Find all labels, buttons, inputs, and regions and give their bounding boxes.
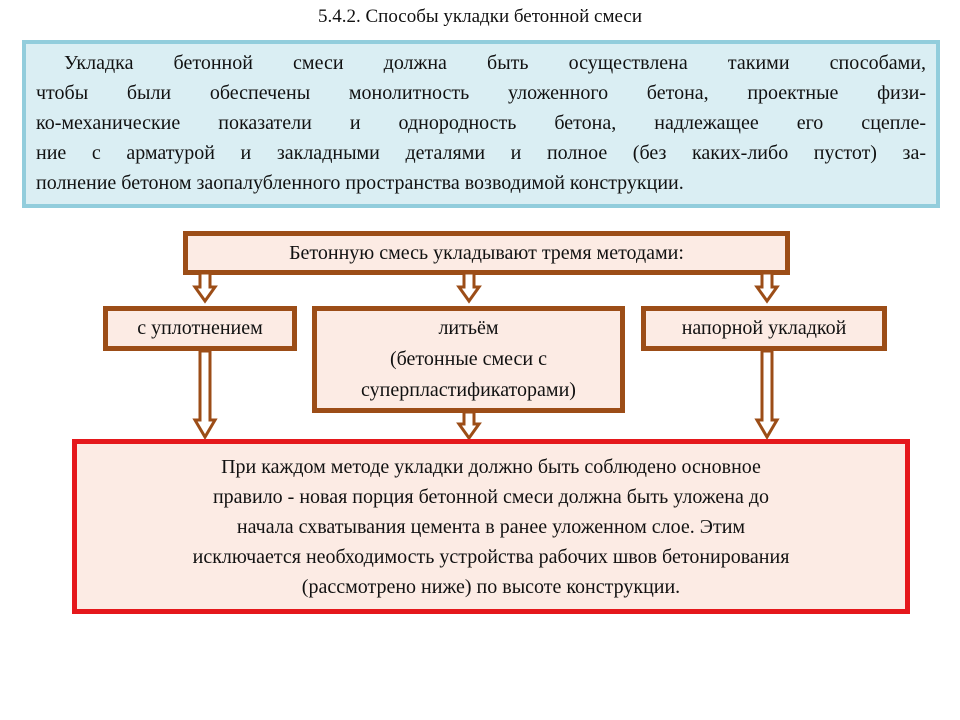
down-arrow-icon — [193, 272, 217, 304]
down-arrow-icon — [457, 411, 481, 441]
down-arrow-icon — [755, 272, 779, 304]
rule-line: (рассмотрено ниже) по высоте конструкции. — [301, 576, 681, 598]
long-down-arrow-icon — [755, 350, 779, 440]
intro-line: полнение бетоном заопалубленного пространства возводимой конструкции. — [36, 172, 684, 194]
intro-line: чтобы были обеспечены монолитность уложенного бетона, проектные физи- — [36, 82, 926, 104]
long-down-arrow-icon — [193, 350, 217, 440]
intro-line: ко-механические показатели и однородность бетона, надлежащее его сцепле- — [36, 112, 926, 134]
method-compaction-box: с уплотнением — [103, 306, 297, 351]
method-casting-line: литьём — [438, 317, 499, 339]
rule-box — [72, 439, 910, 614]
rule-line: При каждом методе укладки должно быть соблюдено основное — [221, 456, 761, 478]
intro-text-box — [22, 40, 940, 208]
intro-line: ние с арматурой и закладными деталями и полное (без каких-либо пустот) за- — [36, 142, 926, 164]
method-casting-line: суперпластификаторами) — [361, 379, 576, 401]
methods-heading-box: Бетонную смесь укладывают тремя методами: — [183, 231, 790, 275]
intro-line: Укладка бетонной смеси должна быть осуществлена такими способами, — [64, 52, 926, 74]
rule-line: исключается необходимость устройства рабочих швов бетонирования — [192, 546, 790, 568]
rule-line: начала схватывания цемента в ранее уложенном слое. Этим — [236, 516, 746, 538]
method-casting-box — [312, 306, 625, 413]
method-casting-line: (бетонные смеси с — [389, 348, 547, 370]
down-arrow-icon — [457, 272, 481, 304]
rule-line: правило - новая порция бетонной смеси должна быть уложена до — [212, 486, 770, 508]
method-pressure-box: напорной укладкой — [641, 306, 887, 351]
slide-title: 5.4.2. Способы укладки бетонной смеси — [317, 6, 642, 27]
